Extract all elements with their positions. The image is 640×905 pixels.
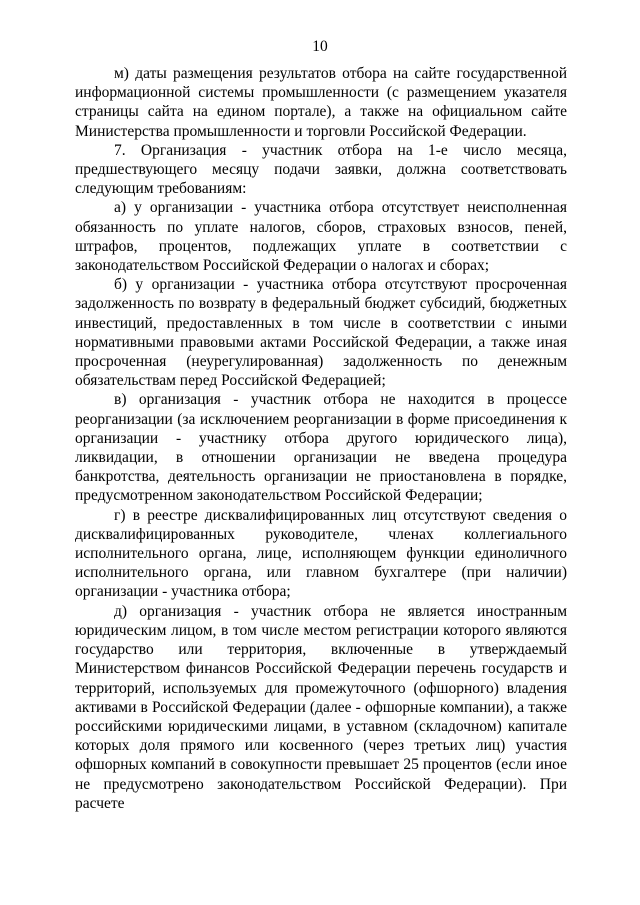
paragraph-d: д) организация - участник отбора не является иностранным юридическим лицом, в том числе местом регистрации которого являются государство или территория, включенные в утверждаемый Министерством финансов Российской Федерации перечень государств и территорий, используемых для промежуточного (офшорного) владения активами в Российской Федерации (далее - офшорные компании), а также российскими юридическими лицами, в уставном (складочном) капитале которых доля прямого или косвенного (через третьих лиц) участия офшорных компаний в совокупности превышает 25 процентов (если иное не предусмотрено законодательством Российской Федерации). При расчете [75,602,567,812]
paragraph-v: в) организация - участник отбора не находится в процессе реорганизации (за исключением реорганизации в форме присоединения к организации - участнику отбора другого юридического лица), ликвидации, в отношении организации не введена процедура банкротства, деятельность организации не приостановлена в порядке, предусмотренном законодательством Российской Федерации; [75,391,567,505]
paragraph-b: б) у организации - участника отбора отсутствуют просроченная задолженность по возврату в федеральный бюджет субсидий, бюджетных инвестиций, предоставленных в том числе в соответствии с иными нормативными правовыми актами Российской Федерации, а также иная просроченная (неурегулированная) задолженность по денежным обязательствам перед Российской Федерацией; [75,276,567,390]
page-number: 10 [312,38,328,55]
paragraph-m: м) даты размещения результатов отбора на сайте государственной информационной системы промышленности (с размещением указателя страницы сайта на едином портале), а также на официальном сайте Министерства промышленности и торговли Российской Федерации. [75,65,567,140]
paragraph-g: г) в реестре дисквалифицированных лиц отсутствуют сведения о дисквалифицированных руководителе, членах коллегиального исполнительного органа, лице, исполняющем функции единоличного исполнительного органа, или главном бухгалтере (при наличии) организации - участника отбора; [75,506,567,601]
document-body [75,64,567,813]
paragraph-a: а) у организации - участника отбора отсутствует неисполненная обязанность по уплате налогов, сборов, страховых взносов, пеней, штрафов, процентов, подлежащих уплате в соответствии с законодательством Российской Федерации о налогах и сборах; [75,199,567,275]
paragraph-7: 7. Организация - участник отбора на 1-е число месяца, предшествующего месяцу подачи заявки, должна соответствовать следующим требованиям: [75,141,567,198]
